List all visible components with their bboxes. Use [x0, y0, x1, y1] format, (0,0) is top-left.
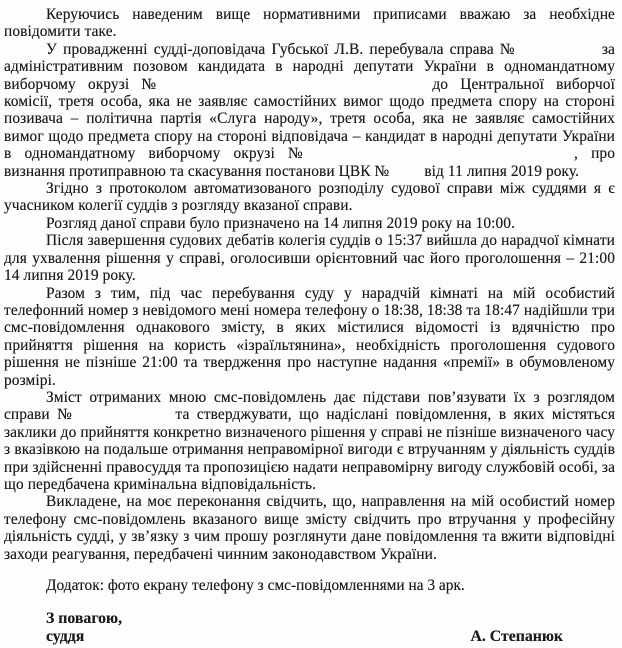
paragraph	[4, 493, 615, 563]
attachment-line	[4, 577, 615, 594]
paragraph	[4, 6, 615, 41]
text-run: У провадженні судді-доповідача Губської Л.В. перебувала справа №	[46, 40, 517, 58]
district-number-redacted	[164, 87, 432, 89]
text-run: за адміністративним позовом кандидата в народні депутати України в одномандатному виборчому окрузі №	[4, 40, 615, 93]
document-body	[4, 6, 615, 563]
text-run: Керуючись наведеним вище нормативними приписами вважаю за необхідне повідомити таке.	[4, 6, 615, 41]
text-run: Зміст отриманих мною смс-повідомлень дає підстави пов’язувати їх з розглядом справи №	[4, 388, 615, 424]
text-run: Згідно з протоколом автоматизованого розподілу судової справи між суддями я є учасником колегії суддів з розгляду вказаної справи.	[4, 180, 615, 215]
paragraph	[4, 215, 615, 232]
signature-name: А. Степанюк	[470, 628, 563, 645]
signature-closing: З повагою,	[46, 610, 123, 628]
paragraph	[4, 389, 615, 493]
paragraph	[4, 180, 615, 215]
paragraph	[4, 232, 615, 284]
signature-block	[4, 610, 615, 645]
text-run: від 11 липня 2019 року.	[424, 162, 580, 180]
attachment-text: Додаток: фото екрану телефону з смс-повідомленнями на 3 арк.	[46, 577, 465, 594]
text-run: Розгляд даної справи було призначено на 14 липня 2019 року на 10:00.	[46, 214, 516, 232]
resolution-number-redacted	[389, 174, 424, 176]
paragraph	[4, 285, 615, 389]
case-number-redacted	[517, 52, 602, 54]
paragraph	[4, 41, 615, 180]
text-run: та стверджувати, що надіслані повідомлення, в яких містяться заклики до прийняття конкретно визначеного рішення у справі не пізніше визначеного часу з вказівкою на подальше отримання неправомірної вигоди є втручанням у діяльність суддів при здійсненні правосуддя та пропозицією надати неправомірну вигоду службовій особі, за що передбачена кримінальна відповідальність.	[4, 406, 616, 493]
text-run: , про визнання протиправною та скасування постанови ЦВК №	[4, 145, 615, 180]
signature-left	[46, 610, 122, 645]
text-run: Разом з тим, під час перебування суду у нарадчій кімнаті на мій особистий телефонний номер з невідомого мені номера телефону о 18:38, 18:38 та 18:47 надійшли три смс-повідомлення однакового змісту, в яких містилися відомості із вдячністю про прийняття рішення на користь «ізраїльтянина», необхідність проголошення судового рішення не пізніше 21:00 та твердження про наступне надання «премії» в обумовленому розмірі.	[4, 284, 615, 389]
case-number-redacted-2	[75, 417, 175, 419]
text-run: Після завершення судових дебатів колегія суддів о 15:37 вийшла до нарадчої кімнати для ухвалення рішення у справі, оголосивши орієнтовний час його проголошення – 21:00 14 липня 2019 року.	[4, 232, 615, 285]
signature-role: суддя	[46, 628, 85, 645]
text-run: Викладене, на моє переконання свідчить, що, направлення на мій особистий номер телефону смс-повідомлень вказаного вище змісту свідчить про втручання у професійну діяльність судді, у зв’язку з чим прошу розглянути дане повідомлення та вжити відповідні заходи реагування, передбачені чинним законодавством України.	[4, 493, 615, 563]
text-run: до Центральної виборчої комісії, третя особа, яка не заявляє самостійних вимог щодо предмета спору на стороні позивача – політична партія «Слуга народу», третя особа, яка не заявляє самостійних вимог щодо предмета спору на стороні відповідача – кандидат в народні депутати України в одномандатному виборчому окрузі №	[4, 75, 615, 163]
district-number-redacted-2	[312, 156, 574, 158]
